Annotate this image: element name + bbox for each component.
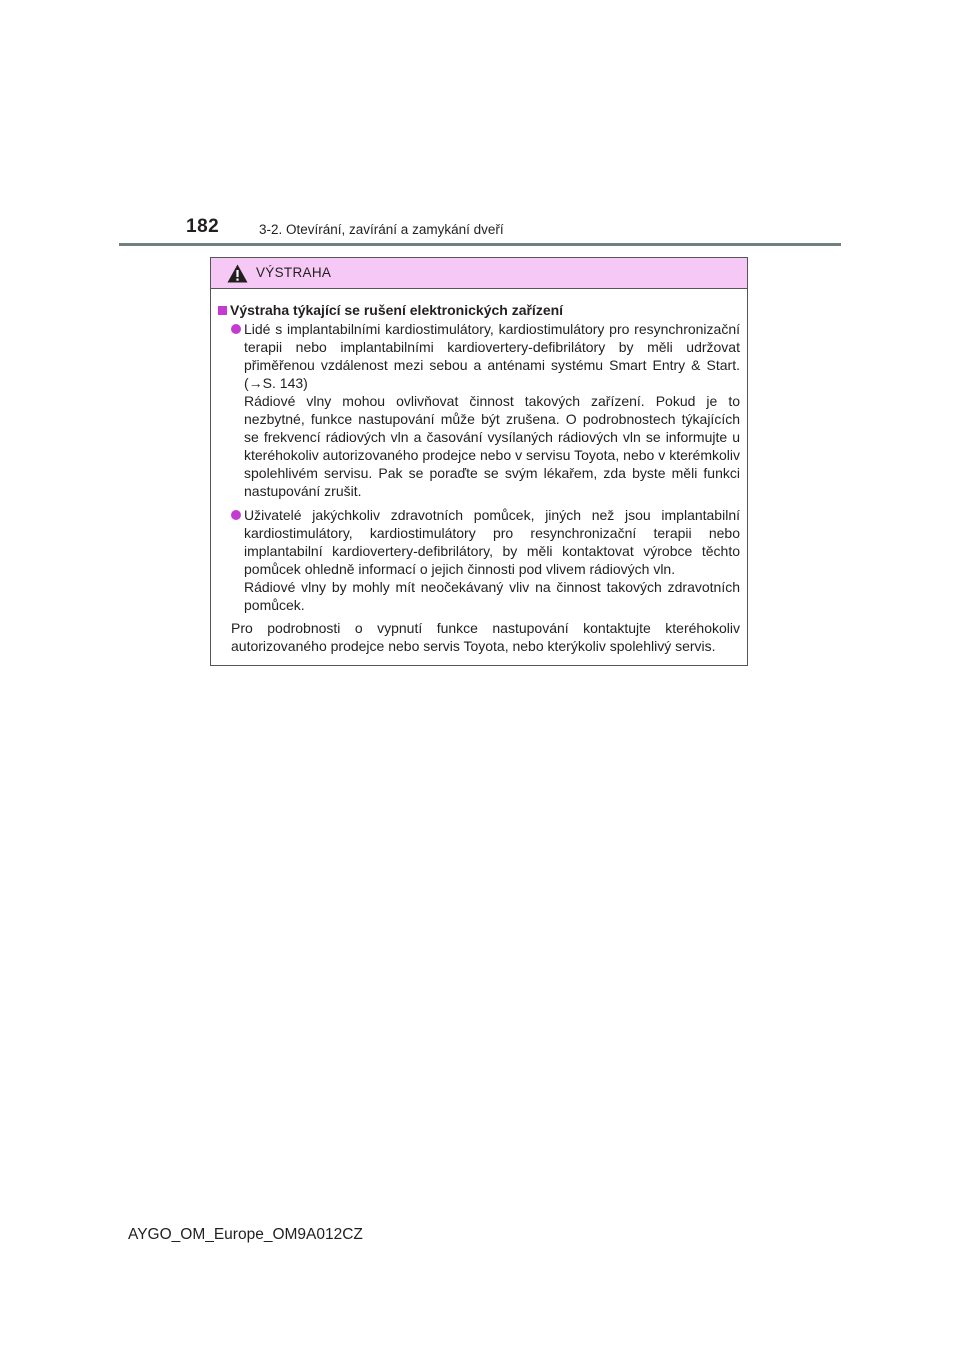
bullet-paragraph: Rádiové vlny mohou ovlivňovat činnost takových zařízení. Pokud je to nezbytné, funkce nastupování může být zrušena. O podrobnostech týkajících se frekvencí rádiových vln a časování vysílaných rádiových vln se informujte u kteréhokoliv autorizovaného prodejce nebo v servisu Toyota, nebo v kterémkoliv spolehlivém servisu. Pak se poraďte se svým lékařem, zda byste měli funkci nastupování zrušit. xyxy=(244,393,740,499)
bullet-paragraph: Lidé s implantabilními kardiostimulátory, kardiostimulátory pro resynchronizační terapii nebo implantabilními kardiovertery-defibrilátory by měli udržovat přiměřenou vzdálenost mezi sebou a anténami systému Smart Entry & Start. (→S. 143) xyxy=(244,321,740,391)
section-title: 3-2. Otevírání, zavírání a zamykání dveří xyxy=(259,222,504,237)
square-marker-icon xyxy=(218,306,227,315)
warning-header xyxy=(211,258,747,289)
bullet-paragraph: Uživatelé jakýchkoliv zdravotních pomůcek, jiných než jsou implantabilní kardiostimulátory, kardiostimulátory pro resynchronizační terapii nebo implantabilní kardiovertery-defibrilátory, by měli kontaktovat výrobce těchto pomůcek ohledně informací o jejich činnosti pod vlivem rádiových vln. xyxy=(244,507,740,577)
warning-label: VÝSTRAHA xyxy=(256,265,332,280)
page-number: 182 xyxy=(186,216,220,237)
warning-heading-text: Výstraha týkající se rušení elektronických zařízení xyxy=(230,302,564,318)
warning-triangle-icon xyxy=(227,264,248,283)
closing-note xyxy=(218,619,740,655)
closing-paragraph: Pro podrobnosti o vypnutí funkce nastupování kontaktujte kteréhokoliv autorizovaného prodejce nebo servis Toyota, nebo kterýkoliv spolehlivý servis. xyxy=(231,620,740,654)
document-code: AYGO_OM_Europe_OM9A012CZ xyxy=(128,1226,363,1243)
bullet-item xyxy=(218,320,740,500)
warning-box xyxy=(210,257,748,666)
bullet-item xyxy=(218,506,740,614)
bullet-dot-icon xyxy=(231,324,241,334)
bullet-paragraph: Rádiové vlny by mohly mít neočekávaný vliv na činnost takových zdravotních pomůcek. xyxy=(244,579,740,613)
warning-heading xyxy=(218,301,740,319)
header-rule xyxy=(119,243,841,246)
warning-body xyxy=(211,289,747,655)
bullet-dot-icon xyxy=(231,510,241,520)
